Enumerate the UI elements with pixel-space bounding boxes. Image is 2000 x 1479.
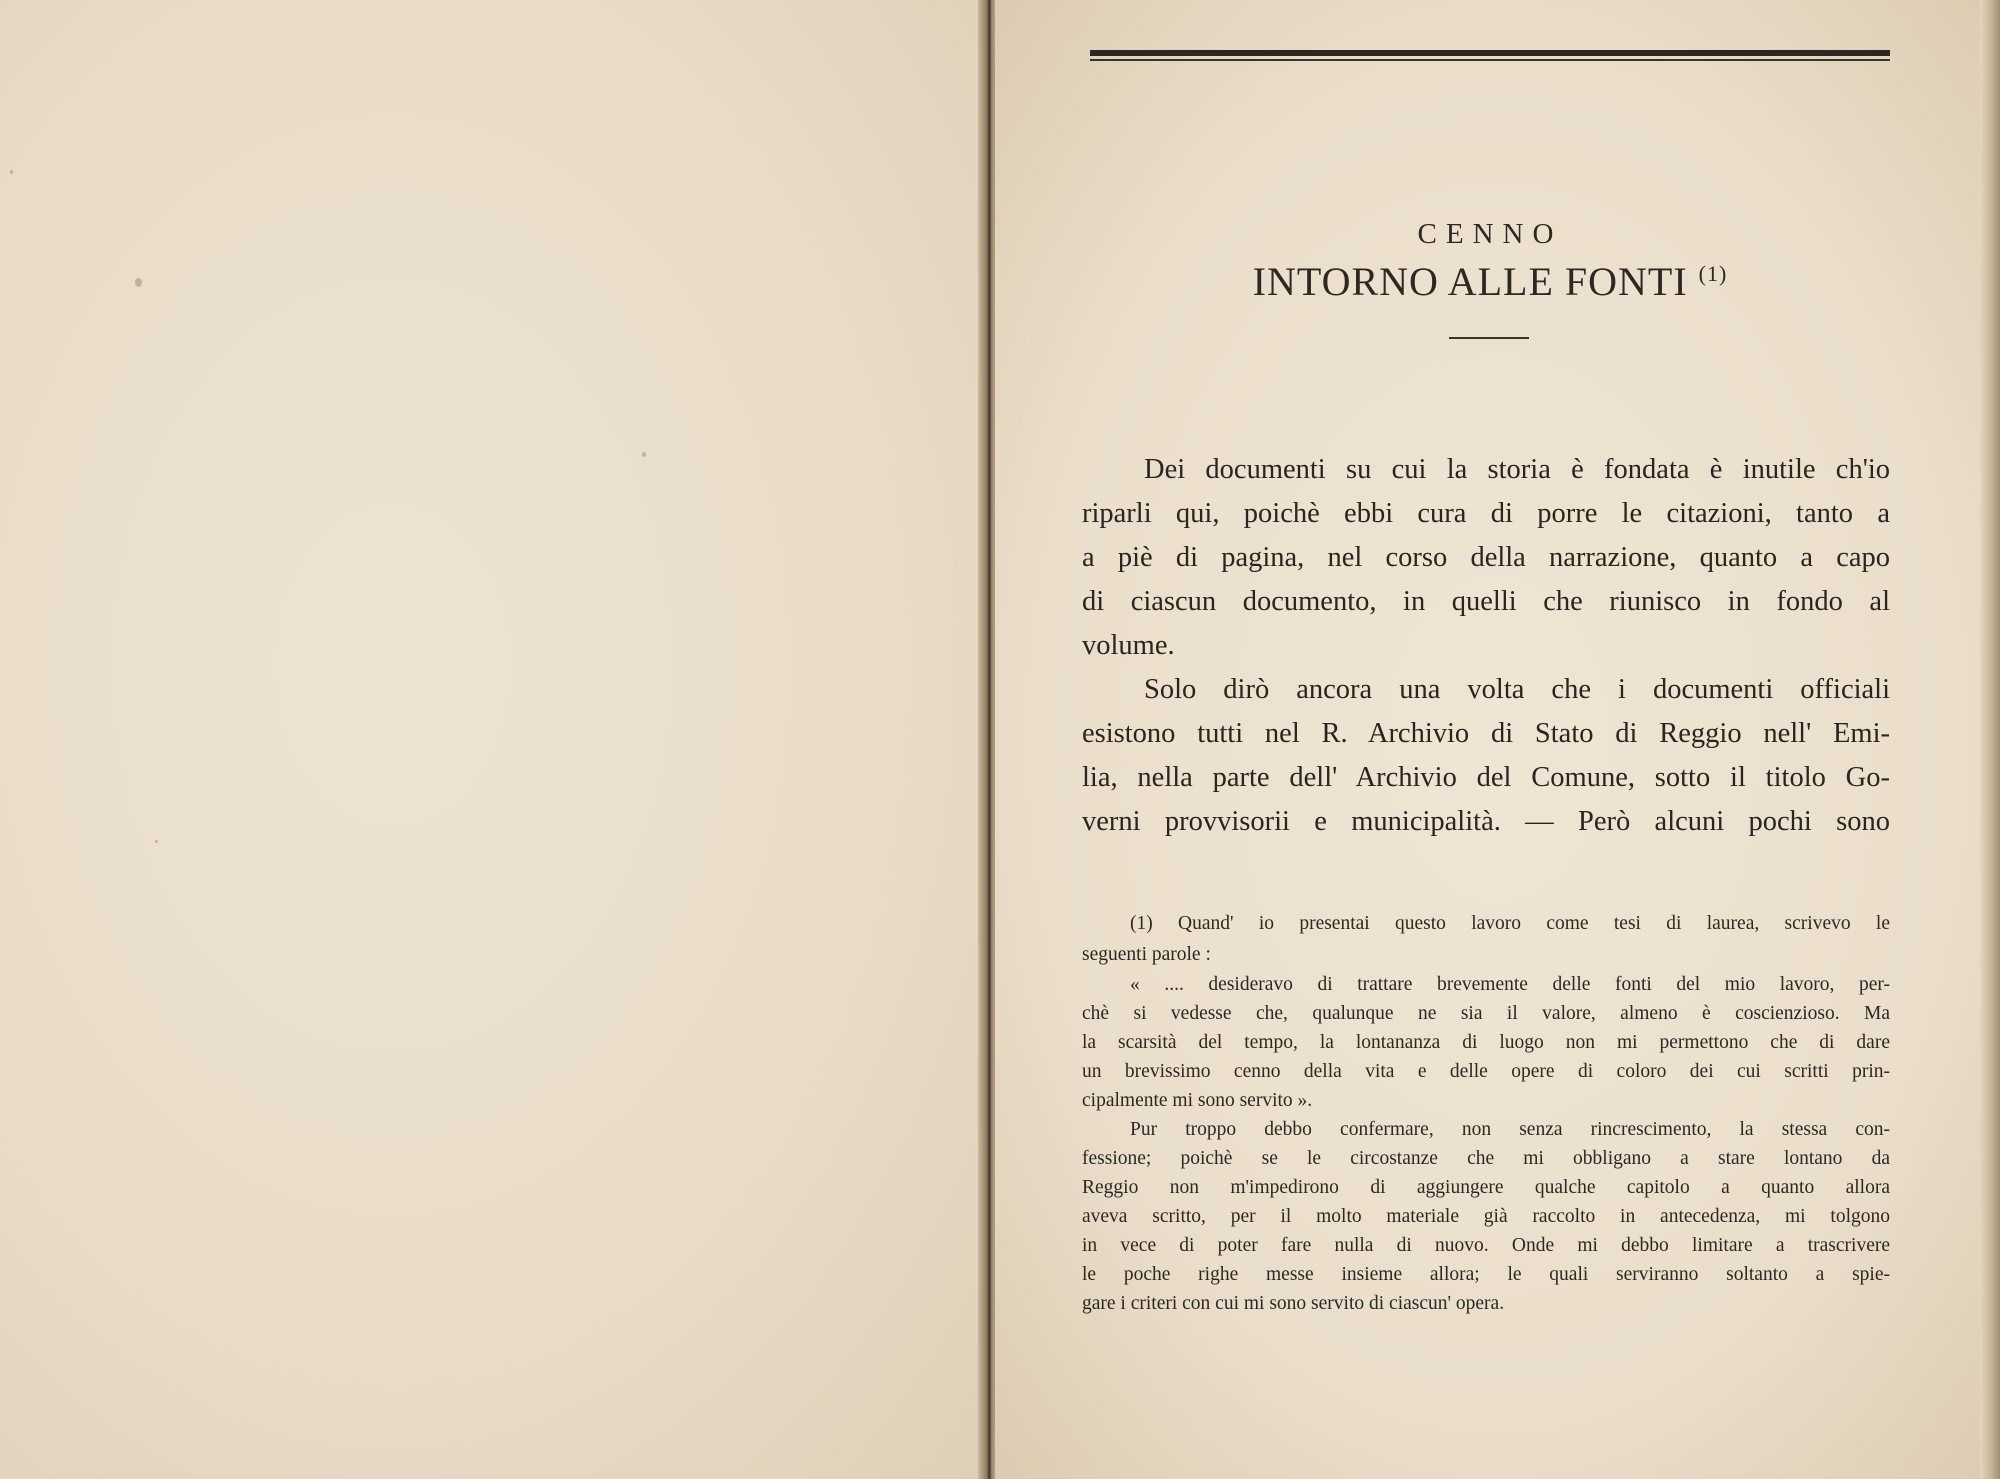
body-line: a piè di pagina, nel corso della narrazione, quanto a capo [1082, 542, 1890, 573]
body-line: lia, nella parte dell' Archivio del Comune, sotto il titolo Go- [1082, 762, 1890, 793]
footnote [1082, 908, 1890, 1318]
footnote-line: un brevissimo cenno della vita e delle opere di coloro dei cui scritti prin- [1082, 1061, 1890, 1082]
body-line: Dei documenti su cui la storia è fondata è inutile ch'io [1144, 454, 1890, 485]
body-line: Solo dirò ancora una volta che i documenti officiali [1144, 674, 1890, 705]
body-line: verni provvisorii e municipalità. — Però alcuni pochi sono [1082, 806, 1890, 837]
footnote-line: la scarsità del tempo, la lontananza di luogo non mi permettono che di dare [1082, 1032, 1890, 1053]
footnote-line: chè si vedesse che, qualunque ne sia il valore, almeno è coscienzioso. Ma [1082, 1003, 1890, 1024]
footnote-line: Pur troppo debbo confermare, non senza rincrescimento, la stessa con- [1130, 1119, 1890, 1140]
chapter-title-text: INTORNO ALLE FONTI [1252, 259, 1688, 304]
title-underline-rule [1449, 337, 1529, 339]
paper-speck [135, 278, 142, 287]
chapter-title [1090, 258, 1890, 305]
footnote-line: cipalmente mi sono servito ». [1082, 1090, 1313, 1111]
paper-speck [642, 452, 646, 457]
footnote-line: aveva scritto, per il molto materiale già raccolto in antecedenza, mi tolgono [1082, 1206, 1890, 1227]
header-rule-thin [1090, 59, 1890, 61]
footnote-line: (1) Quand' io presentai questo lavoro come tesi di laurea, scrivevo le [1130, 913, 1890, 934]
footnote-line: Reggio non m'impedirono di aggiungere qualche capitolo a quanto allora [1082, 1177, 1890, 1198]
footnote-line: fessione; poichè se le circostanze che mi obbligano a stare lontano da [1082, 1148, 1890, 1169]
body-line: volume. [1082, 630, 1175, 661]
footnote-line: « .... desideravo di trattare brevemente delle fonti del mio lavoro, per- [1130, 974, 1890, 995]
body-line: esistono tutti nel R. Archivio di Stato di Reggio nell' Emi- [1082, 718, 1890, 749]
paper-speck [10, 170, 13, 174]
header-rule-thick [1090, 50, 1890, 56]
footnote-reference-mark: (1) [1698, 261, 1728, 286]
footnote-line: le poche righe messe insieme allora; le quali serviranno soltanto a spie- [1082, 1264, 1890, 1285]
body-line: di ciascun documento, in quelli che riunisco in fondo al [1082, 586, 1890, 617]
page-edge [1980, 0, 2000, 1479]
body-line: riparli qui, poichè ebbi cura di porre le citazioni, tanto a [1082, 498, 1890, 529]
paper-speck [155, 840, 158, 843]
body-text [1082, 448, 1890, 844]
left-page-blank [0, 0, 980, 1479]
footnote-line: gare i criteri con cui mi sono servito di ciascun' opera. [1082, 1293, 1505, 1314]
footnote-line: in vece di poter fare nulla di nuovo. Onde mi debbo limitare a trascrivere [1082, 1235, 1890, 1256]
footnote-line: seguenti parole : [1082, 944, 1211, 965]
chapter-kicker: CENNO [1417, 218, 1563, 250]
